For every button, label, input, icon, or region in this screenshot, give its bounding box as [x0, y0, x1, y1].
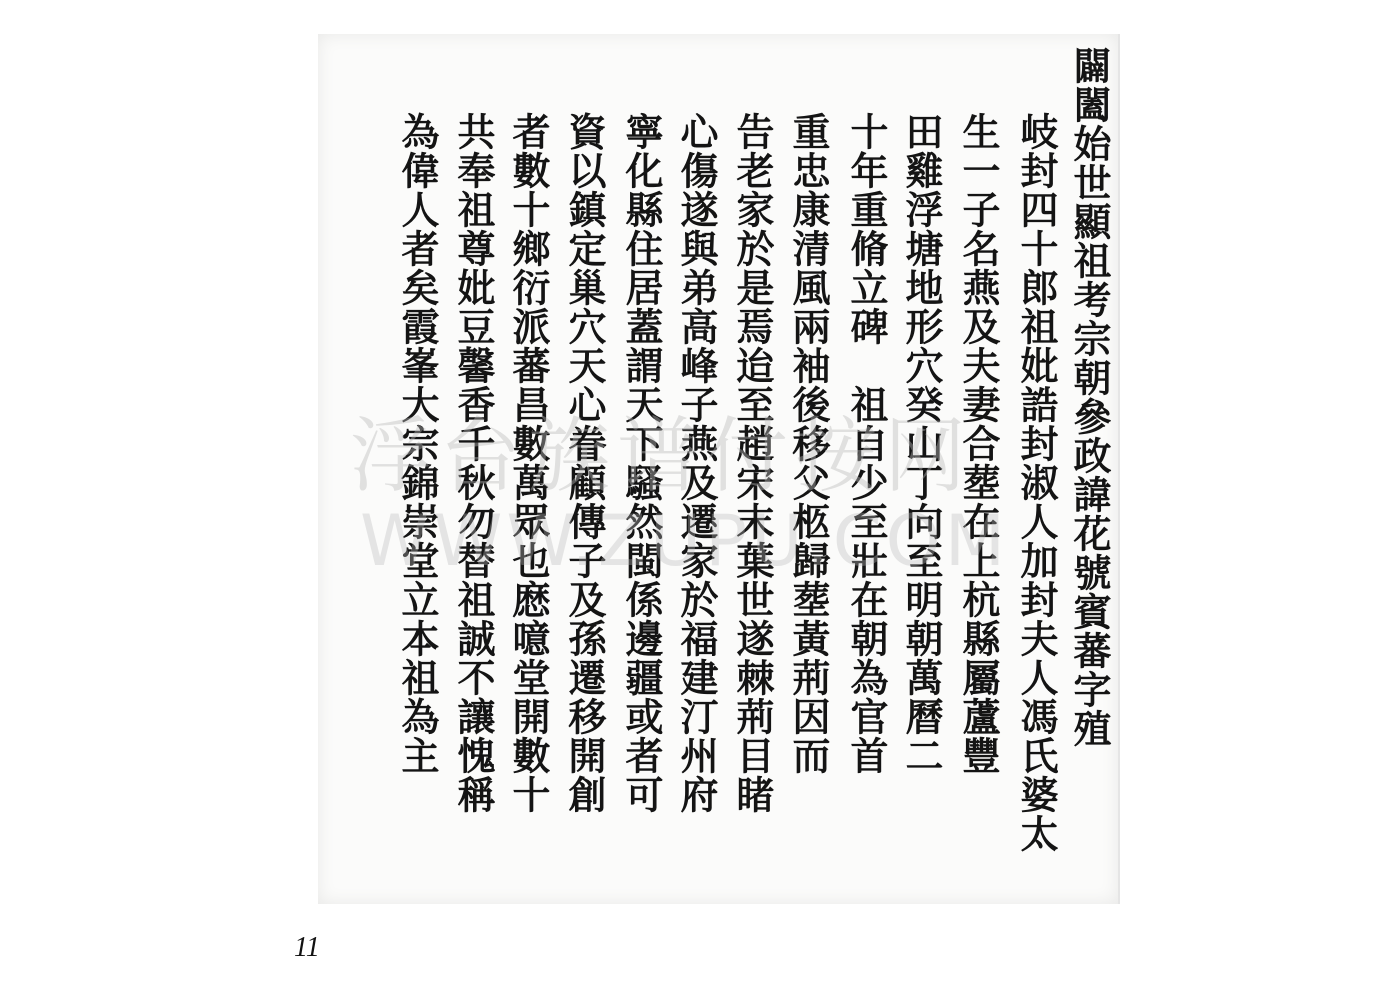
watermark-chinese: 浮台族谱付按网 [350, 409, 974, 504]
page-number: 11 [294, 932, 320, 963]
manuscript-column-9: 寧化縣住居蓋謂天下騷然閩係邊疆或者可 [619, 112, 664, 814]
manuscript-column-11: 者數十鄉衍派蕃昌數萬眾也㦄噫堂開數十 [506, 112, 551, 814]
manuscript-column-13: 為偉人者矣霞峯大宗錦崇堂立本祖為主 [395, 112, 440, 775]
manuscript-column-7: 告老家於是焉迨至趙宋末葉世遂棘荊目睹 [730, 112, 775, 814]
manuscript-column-2: 岐封四十郎祖妣誥封淑人加封夫人馮氏婆太 [1014, 112, 1059, 853]
manuscript-column-1: 闢闔始世顯祖考宗朝參政諱花號賓蕃字殖 [1067, 46, 1112, 748]
manuscript-column-3: 生一子名燕及夫妻合塟在上杭縣屬蘆豐 [956, 112, 1001, 775]
manuscript-column-12: 共奉祖尊妣豆馨香千秋勿替祖誠不讓愧稱 [451, 112, 496, 814]
manuscript-column-4: 田雞浮塘地形穴癸山丁向至明朝萬曆二 [899, 112, 944, 775]
manuscript-column-6: 重忠康清風兩袖後移父柩歸塟黃荊因而 [786, 112, 831, 775]
manuscript-column-8: 心傷遂與弟高峰子燕及遷家於福建汀州府 [674, 112, 719, 814]
watermark-url: WWW.ZUPU.COM [360, 500, 1010, 582]
manuscript-column-10: 資以鎮定巢穴天心眷顧傳子及孫遷移開創 [562, 112, 607, 814]
manuscript-column-5: 十年重脩立碑 祖自少至壯在朝為官首 [844, 112, 889, 775]
